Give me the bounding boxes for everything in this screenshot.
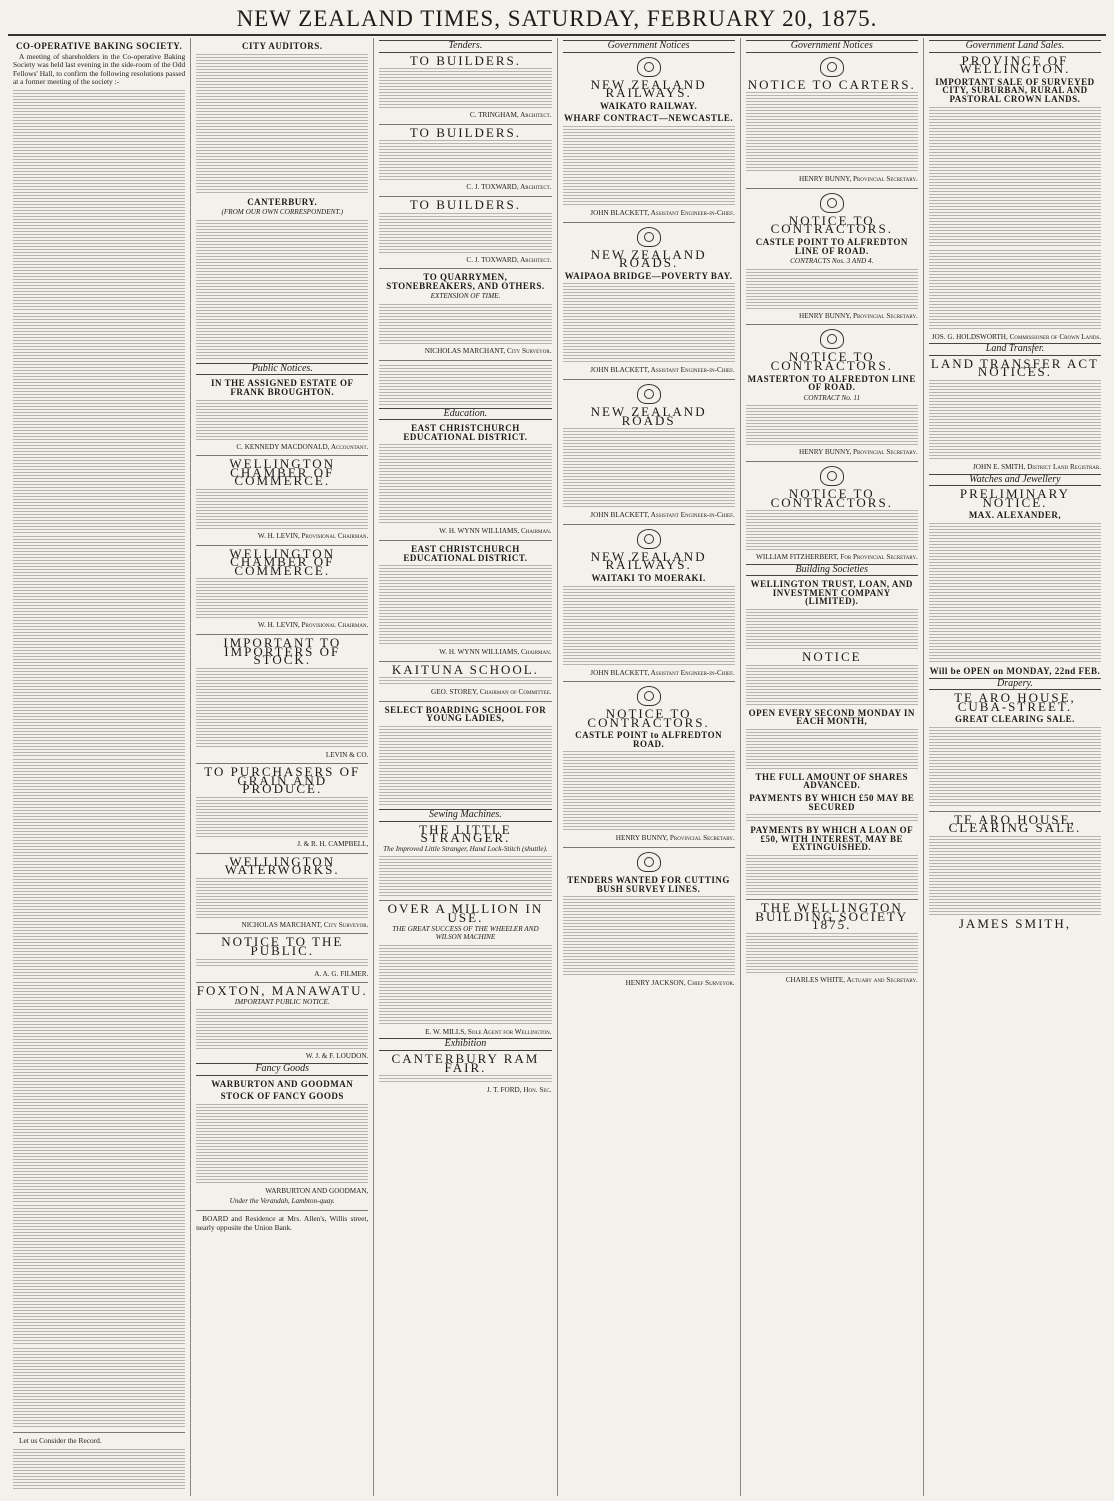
notice-heading: IMPORTANT TO IMPORTERS OF STOCK. (223, 634, 342, 668)
notice-heading: EAST CHRISTCHURCH EDUCATIONAL DISTRICT. (403, 543, 528, 563)
notice-heading: TENDERS WANTED FOR CUTTING BUSH SURVEY LINES. (567, 875, 730, 894)
notice-text (746, 92, 918, 172)
advert-heading: TE ARO HOUSE, CLEARING SALE. (948, 811, 1082, 836)
divider (13, 1432, 185, 1433)
notice-heading: WELLINGTON TRUST, LOAN, AND INVESTMENT COMPANY (LIMITED). (750, 579, 913, 607)
article-heading: CITY AUDITORS. (241, 41, 323, 51)
advert-opening: Will be OPEN on MONDAY, 22nd FEB. (929, 665, 1101, 676)
notice-heading: NOTICE TO CONTRACTORS. (587, 706, 710, 730)
notice-text (929, 107, 1101, 247)
notice-heading: CANTERBURY RAM FAIR. (391, 1051, 540, 1075)
notice-signature: HENRY BUNNY, Provincial Secretary. (798, 175, 918, 184)
divider (379, 540, 551, 541)
notice-signature: J. T. FORD, Hon. Sec. (486, 1086, 552, 1095)
tender-text (379, 140, 551, 180)
tender-signature: NICHOLAS MARCHANT, City Surveyor. (424, 346, 552, 355)
notice-subheading: WHARF CONTRACT—NEWCASTLE. (564, 113, 734, 124)
column-1 (8, 38, 190, 1496)
notice-text (563, 283, 735, 363)
divider (379, 701, 551, 702)
notice-heading: IN THE ASSIGNED ESTATE OF FRANK BROUGHTON. (210, 378, 354, 397)
notice-signature: JOHN BLACKETT, Assistant Engineer-in-Chief. (590, 208, 735, 217)
notice-text (563, 751, 735, 831)
notice-heading: FOXTON, MANAWATU. (196, 983, 368, 999)
notice-signature: CHARLES WHITE, Actuary and Secretary. (785, 975, 918, 984)
notice-signature: W. H. WYNN WILLIAMS, Chairman. (439, 648, 552, 657)
royal-crest-icon (637, 852, 661, 872)
notice-subheading: PAYMENTS BY WHICH £50 MAY BE SECURED (749, 793, 915, 812)
notice-subheading: OPEN EVERY SECOND MONDAY IN EACH MONTH, (748, 707, 915, 727)
notice-text (379, 677, 551, 685)
tender-heading: TO BUILDERS. (409, 196, 521, 212)
section-heading: Government Notices (746, 40, 918, 53)
advert-heading: OVER A MILLION IN USE. (387, 901, 544, 926)
notice-subheading: WAIKATO RAILWAY. (599, 100, 698, 111)
royal-crest-icon (820, 193, 844, 213)
notice-signature: JOHN BLACKETT, Assistant Engineer-in-Chief. (590, 366, 735, 375)
notice-text (929, 250, 1101, 330)
advert-price-list (929, 836, 1101, 916)
advert-text (929, 523, 1101, 663)
advert-price-list (929, 727, 1101, 807)
advert-text: BOARD and Residence at Mrs. Allen's, Willis street, nearly opposite the Union Bank. (196, 1213, 369, 1232)
advert-heading: THE LITTLE STRANGER. (419, 821, 512, 846)
tender-text (379, 365, 551, 405)
article-body-text (13, 759, 185, 979)
advert-heading: WARBURTON AND GOODMAN (211, 1078, 354, 1089)
notice-heading: WELLINGTON CHAMBER OF COMMERCE. (229, 545, 336, 578)
section-heading: Tenders. (379, 40, 551, 53)
notice-heading: NEW ZEALAND RAILWAYS. (590, 76, 707, 101)
notice-signature: JOHN BLACKETT, Assistant Engineer-in-Chief. (590, 511, 735, 520)
tender-text (379, 68, 551, 108)
section-heading: Public Notices. (196, 363, 368, 376)
notice-subheading: THE FULL AMOUNT OF SHARES ADVANCED. (755, 771, 909, 791)
notice-subheading: IMPORTANT PUBLIC NOTICE. (234, 997, 330, 1006)
advert-subheading: THE GREAT SUCCESS OF THE WHEELER AND WILSON MACHINE (392, 924, 539, 942)
royal-crest-icon (820, 466, 844, 486)
divider (563, 222, 735, 223)
notice-signature: W. H. WYNN WILLIAMS, Chairman. (439, 527, 552, 536)
notice-text (746, 855, 918, 895)
notice-subheading: CONTRACT No. 11 (803, 393, 861, 402)
royal-crest-icon (820, 57, 844, 77)
notice-text (746, 609, 918, 649)
notice-heading: WELLINGTON WATERWORKS. (224, 853, 340, 878)
tender-heading: TO BUILDERS. (409, 124, 521, 140)
article-heading: CO-OPERATIVE BAKING SOCIETY. (15, 41, 183, 51)
advert-subheading: GREAT CLEARING SALE. (954, 714, 1075, 725)
notice-signature: HENRY BUNNY, Provincial Secretary. (798, 311, 918, 320)
advert-text (13, 1449, 185, 1489)
section-heading: Exhibition (379, 1038, 551, 1051)
notice-heading: TO PURCHASERS OF GRAIN AND PRODUCE. (204, 764, 361, 797)
divider (746, 324, 918, 325)
notice-text (196, 489, 368, 529)
advert-signature: E. W. MILLS, Sole Agent for Wellington. (425, 1027, 552, 1036)
notice-heading: NOTICE TO THE PUBLIC. (221, 934, 344, 959)
advert-address: Under the Verandah, Lambton-quay. (229, 1197, 335, 1206)
divider (196, 1210, 368, 1211)
advert-heading: PRELIMINARY NOTICE. (959, 486, 1070, 510)
notice-text (563, 126, 735, 206)
column-3 (373, 38, 556, 1496)
article-text: A meeting of shareholders in the Co-operative Baking Society was held last evening in the side-room of the Odd Fellows' Hall, to confirm the following resolutions passed at a former meeting of the society :- (13, 51, 186, 87)
section-heading: Government Notices (563, 40, 735, 53)
article-body-text (13, 313, 185, 533)
notice-table (746, 814, 918, 822)
article-body-text (196, 54, 368, 194)
notice-signature: JOHN E. SMITH, District Land Registrar. (972, 462, 1102, 471)
notice-heading: NOTICE TO CONTRACTORS. (770, 485, 893, 510)
advert-text (196, 1104, 368, 1184)
advert-subheading: STOCK OF FANCY GOODS (220, 1091, 344, 1102)
divider (746, 461, 918, 462)
notice-heading: NEW ZEALAND RAILWAYS. (590, 548, 707, 573)
notice-signature: C. KENNEDY MACDONALD, Accountant. (236, 442, 369, 451)
notice-heading: NOTICE TO CARTERS. (747, 76, 916, 92)
advert-text (379, 945, 551, 1025)
article-subheading: (FROM OUR OWN CORRESPONDENT.) (221, 208, 344, 217)
notice-signature: W. J. & F. LOUDON. (305, 1052, 369, 1061)
notice-subheading: MASTERTON TO ALFREDTON LINE OF ROAD. (747, 373, 916, 393)
divider (379, 268, 551, 269)
tender-heading: TO QUARRYMEN, STONEBREAKERS, AND OTHERS. (386, 272, 545, 291)
tender-heading: TO BUILDERS. (409, 52, 521, 68)
notice-subheading: NOTICE (801, 649, 862, 665)
royal-crest-icon (637, 529, 661, 549)
section-heading: Sewing Machines. (379, 809, 551, 822)
masthead: NEW ZEALAND TIMES, SATURDAY, FEBRUARY 20, 1875. (236, 6, 878, 31)
royal-crest-icon (637, 227, 661, 247)
notice-signature: A. A. G. FILMER. (314, 969, 369, 978)
notice-text (379, 1075, 551, 1083)
notice-text (746, 405, 918, 445)
notice-text (196, 578, 368, 618)
notice-signature: NICHOLAS MARCHANT, City Surveyor. (241, 920, 369, 929)
divider (563, 379, 735, 380)
notice-signature: HENRY JACKSON, Chief Surveyor. (625, 979, 735, 988)
notice-signature: HENRY BUNNY, Provincial Secretary. (615, 834, 735, 843)
notice-text (563, 896, 735, 976)
notice-text (563, 586, 735, 666)
notice-subheading: WAITAKI TO MOERAKI. (591, 572, 706, 583)
notice-heading: KAITUNA SCHOOL. (391, 661, 539, 677)
article-body-text (196, 220, 368, 360)
masthead-rule (8, 34, 1106, 36)
column-2 (190, 38, 373, 1496)
advert-subheading: MAX. ALEXANDER, (968, 510, 1062, 521)
article-body-text (13, 982, 185, 1202)
notice-text (746, 269, 918, 309)
notice-signature: WILLIAM FITZHERBERT, For Provincial Secretary. (756, 553, 918, 562)
notice-signature: W. H. LEVIN, Provisional Chairman. (257, 531, 369, 540)
notice-subheading: CASTLE POINT TO ALFREDTON LINE OF ROAD. (755, 236, 908, 256)
notice-subheading: PAYMENTS BY WHICH A LOAN OF £50, WITH INTEREST, MAY BE EXTINGUISHED. (750, 825, 914, 853)
section-heading: Watches and Jewellery (929, 474, 1101, 487)
column-6 (923, 38, 1106, 1496)
notice-text (563, 428, 735, 508)
notice-signature: J. & R. H. CAMPBELL, (297, 840, 369, 849)
advert-subheading: The Improved Little Stranger, Hand Lock-Stitch (shuttle). (383, 844, 548, 853)
royal-crest-icon (637, 57, 661, 77)
divider (563, 524, 735, 525)
article-body-text (13, 1348, 185, 1428)
article-body-text (13, 536, 185, 756)
notice-heading: EAST CHRISTCHURCH EDUCATIONAL DISTRICT. (403, 423, 528, 442)
article-body-text (13, 90, 185, 310)
notice-signature: W. H. LEVIN, Provisional Chairman. (257, 621, 369, 630)
notice-signature: LEVIN & CO. (325, 750, 369, 759)
notice-subheading: CONTRACTS Nos. 3 AND 4. (790, 257, 874, 266)
column-4 (557, 38, 740, 1496)
notice-signature: HENRY BUNNY, Provincial Secretary. (798, 448, 918, 457)
advert-heading: SELECT BOARDING SCHOOL FOR YOUNG LADIES, (384, 704, 547, 724)
royal-crest-icon (637, 686, 661, 706)
notice-text (196, 668, 368, 748)
notice-text (196, 797, 368, 837)
notice-heading: NOTICE TO CONTRACTORS. (770, 212, 893, 237)
notice-text (746, 510, 918, 550)
notice-text (379, 444, 551, 524)
advert-signature: WARBURTON AND GOODMAN, (265, 1186, 369, 1195)
tender-signature: C. J. TOXWARD, Architect. (466, 183, 552, 192)
notice-text (196, 959, 368, 967)
section-heading: Fancy Goods (196, 1063, 368, 1076)
advert-heading: TE ARO HOUSE, CUBA-STREET. (954, 690, 1076, 714)
divider (746, 188, 918, 189)
advert-text (379, 726, 551, 806)
notice-heading: NEW ZEALAND ROADS (590, 403, 707, 428)
section-heading: Education. (379, 408, 551, 421)
notice-signature: JOHN BLACKETT, Assistant Engineer-in-Chief. (590, 668, 735, 677)
divider (379, 360, 551, 361)
notice-text (196, 1009, 368, 1049)
royal-crest-icon (820, 329, 844, 349)
advert-signature: JAMES SMITH, (958, 916, 1071, 932)
tender-signature: C. J. TOXWARD, Architect. (466, 255, 552, 264)
notice-subheading: IMPORTANT SALE OF SURVEYED CITY, SUBURBAN, RURAL AND PASTORAL CROWN LANDS. (935, 76, 1095, 104)
columns (8, 38, 1106, 1496)
article-heading: CANTERBURY. (247, 196, 318, 207)
notice-signature: GEO. STOREY, Chairman of Committee. (431, 688, 552, 697)
section-heading: Land Transfer. (929, 343, 1101, 356)
notice-text (746, 933, 918, 973)
tender-text (379, 213, 551, 253)
tender-signature: C. TRINGHAM, Architect. (469, 111, 552, 120)
notice-heading: WELLINGTON CHAMBER OF COMMERCE. (229, 456, 336, 489)
notice-text (196, 400, 368, 440)
divider (563, 847, 735, 848)
section-heading: Building Societies (746, 564, 918, 577)
advert-heading: Let us Consider the Record. (19, 1435, 102, 1445)
tender-text (379, 304, 551, 344)
notice-subheading: CASTLE POINT to ALFREDTON ROAD. (575, 730, 723, 749)
section-heading: Government Land Sales. (929, 40, 1101, 53)
notice-signature: JOS. G. HOLDSWORTH, Commissioner of Crown Lands. (931, 332, 1102, 341)
notice-text (379, 565, 551, 645)
notice-text (746, 729, 918, 769)
notice-text (196, 878, 368, 918)
royal-crest-icon (637, 384, 661, 404)
notice-text (929, 380, 1101, 460)
notice-heading: NEW ZEALAND ROADS. (590, 246, 707, 271)
advert-text (379, 856, 551, 896)
notice-heading: PROVINCE OF WELLINGTON. (959, 52, 1071, 77)
tender-subheading: EXTENSION OF TIME. (430, 292, 501, 301)
notice-text (746, 665, 918, 705)
notice-heading: THE WELLINGTON BUILDING SOCIETY 1875. (755, 900, 909, 933)
notice-heading: LAND TRANSFER ACT NOTICES. (930, 355, 1099, 380)
column-5 (740, 38, 923, 1496)
divider (563, 681, 735, 682)
notice-subheading: WAIPAOA BRIDGE—POVERTY BAY. (564, 270, 733, 281)
notice-heading: NOTICE TO CONTRACTORS. (770, 349, 893, 373)
article-body-text (13, 1205, 185, 1345)
section-heading: Drapery. (929, 678, 1101, 691)
